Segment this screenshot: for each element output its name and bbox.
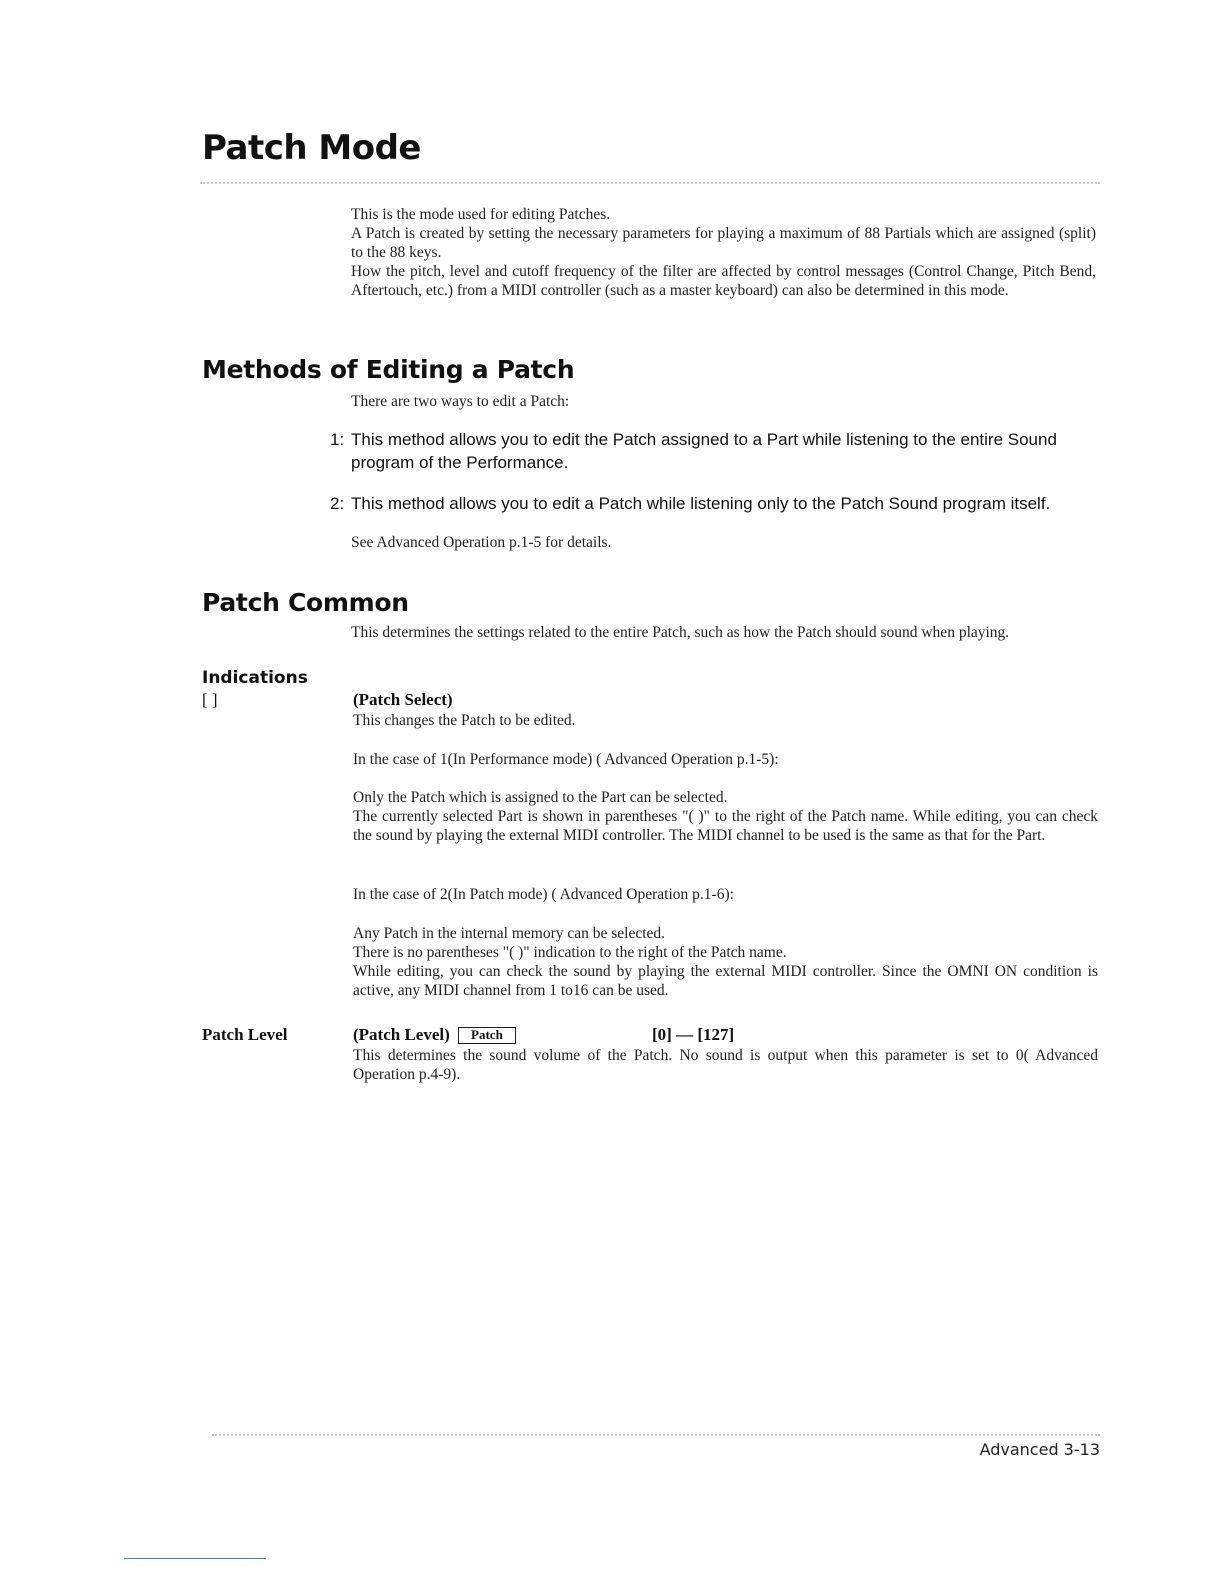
section-heading-common: Patch Common bbox=[202, 588, 409, 617]
case2-block bbox=[353, 924, 1098, 1000]
intro-paragraph: How the pitch, level and cutoff frequency of the filter are affected by control messages (Control Change, Pitch Bend, Aftertouch, etc.) from a MIDI controller (such as a master keyboard) can also be determined in this mode. bbox=[351, 263, 1096, 299]
patch-level-label: Patch Level bbox=[202, 1025, 288, 1044]
patch-level-title: (Patch Level) bbox=[353, 1025, 450, 1044]
methods-intro: There are two ways to edit a Patch: bbox=[351, 393, 570, 410]
patch-level-title-row bbox=[353, 1025, 516, 1045]
footer-divider bbox=[212, 1434, 1100, 1436]
list-item-text: This method allows you to edit the Patch assigned to a Part while listening to the entire Sound program of the Performance. bbox=[351, 430, 1057, 472]
intro-paragraph: This is the mode used for editing Patches. bbox=[351, 206, 611, 223]
case2-title: In the case of 2(In Patch mode) ( Advanced Operation p.1-6): bbox=[353, 886, 734, 903]
list-number: 1: bbox=[330, 430, 345, 449]
case1-paragraph: Only the Patch which is assigned to the Part can be selected. bbox=[353, 789, 728, 806]
title-divider bbox=[200, 182, 1100, 184]
bottom-link-underline bbox=[124, 1558, 266, 1559]
patch-key-box: Patch bbox=[458, 1027, 516, 1044]
intro-block bbox=[351, 205, 1096, 300]
patch-select-desc: This changes the Patch to be edited. bbox=[353, 712, 576, 729]
bracket-indicator: [ ] bbox=[202, 690, 218, 709]
indications-heading: Indications bbox=[202, 668, 308, 688]
page-title: Patch Mode bbox=[202, 128, 421, 168]
case1-paragraph: The currently selected Part is shown in parentheses "( )" to the right of the Patch name. While editing, you can check the sound by playing the external MIDI controller. The MIDI channel to be used is the same as that for the Part. bbox=[353, 808, 1098, 844]
case1-title: In the case of 1(In Performance mode) ( Advanced Operation p.1-5): bbox=[353, 751, 779, 768]
case2-paragraph: While editing, you can check the sound by playing the external MIDI controller. Since the OMNI ON condition is active, any MIDI channel from 1 to16 can be used. bbox=[353, 963, 1098, 999]
section-heading-methods: Methods of Editing a Patch bbox=[202, 355, 575, 384]
case2-paragraph: There is no parentheses "( )" indication to the right of the Patch name. bbox=[353, 944, 787, 961]
patch-level-range: [0] — [127] bbox=[652, 1025, 735, 1044]
list-item-text: This method allows you to edit a Patch while listening only to the Patch Sound program itself. bbox=[351, 494, 1051, 513]
list-number: 2: bbox=[330, 494, 345, 513]
page-number: Advanced 3-13 bbox=[979, 1440, 1100, 1459]
patch-level-desc: This determines the sound volume of the Patch. No sound is output when this parameter is set to 0( Advanced Operation p.4-9). bbox=[353, 1047, 1098, 1083]
common-intro: This determines the settings related to the entire Patch, such as how the Patch should sound when playing. bbox=[351, 624, 1010, 641]
case2-paragraph: Any Patch in the internal memory can be selected. bbox=[353, 925, 666, 942]
patch-select-title: (Patch Select) bbox=[353, 690, 453, 709]
intro-paragraph: A Patch is created by setting the necessary parameters for playing a maximum of 88 Partials which are assigned (split) to the 88 keys. bbox=[351, 225, 1096, 261]
case1-block bbox=[353, 788, 1098, 845]
see-reference: See Advanced Operation p.1-5 for details. bbox=[351, 534, 612, 551]
